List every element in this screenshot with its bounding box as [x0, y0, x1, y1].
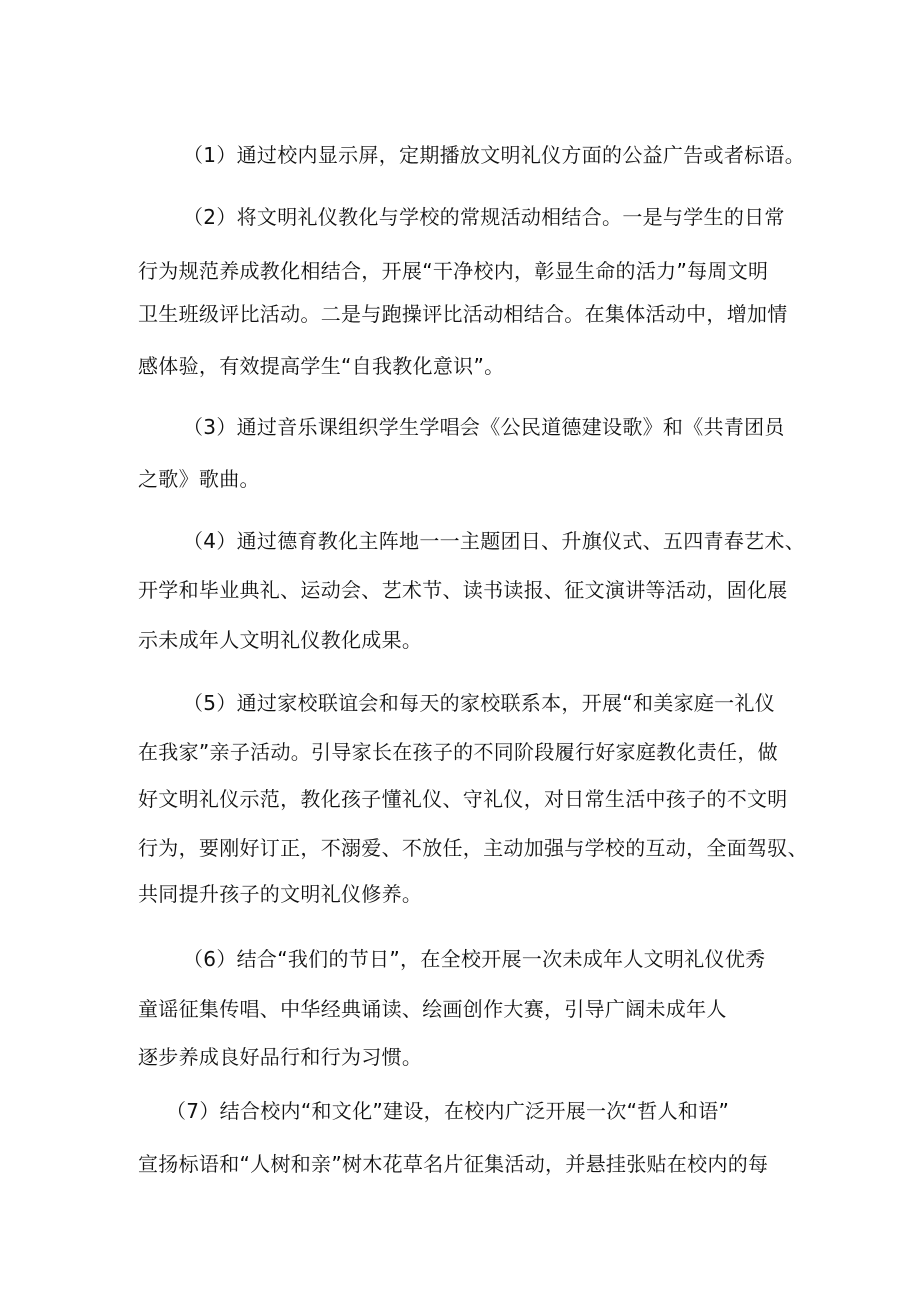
paragraph-6-line-1: （6）结合“我们的节日”，在全校开展一次未成年人文明礼仪优秀 — [183, 947, 766, 971]
paragraph-6-line-2: 童谣征集传唱、中华经典诵读、绘画创作大赛，引导广阔未成年人 — [138, 997, 727, 1021]
paragraph-2-line-4: 感体验，有效提高学生“自我教化意识”。 — [138, 354, 505, 378]
paragraph-5-line-5: 共同提升孩子的文明礼仪修养。 — [138, 882, 423, 906]
paragraph-1-line-1: （1）通过校内显示屏，定期播放文明礼仪方面的公益广告或者标语。 — [183, 143, 806, 167]
paragraph-2-line-3: 卫生班级评比活动。二是与跑操评比活动相结合。在集体活动中，增加情 — [138, 302, 788, 326]
paragraph-5-line-4: 行为，要刚好订正，不溺爱、不放任，主动加强与学校的互动，全面驾驭、 — [138, 836, 808, 860]
paragraph-6-line-3: 逐步养成良好品行和行为习惯。 — [138, 1045, 423, 1069]
paragraph-5-line-1: （5）通过家校联谊会和每天的家校联系本，开展“和美家庭一礼仪 — [183, 691, 776, 715]
paragraph-3-line-1: （3）通过音乐课组织学生学唱会《公民道德建设歌》和《共青团员 — [183, 415, 785, 439]
paragraph-7-line-1: （7）结合校内“和文化”建设，在校内广泛开展一次“哲人和语” — [166, 1099, 730, 1123]
paragraph-4-line-2: 开学和毕业典礼、运动会、艺术节、读书读报、征文演讲等活动，固化展 — [138, 578, 788, 602]
paragraph-2-line-1: （2）将文明礼仪教化与学校的常规活动相结合。一是与学生的日常 — [183, 205, 785, 229]
paragraph-3-line-2: 之歌》歌曲。 — [138, 467, 260, 491]
paragraph-4-line-3: 示未成年人文明礼仪教化成果。 — [138, 628, 423, 652]
paragraph-7-line-2: 宣扬标语和“人树和亲”树木花草名片征集活动，并悬挂张贴在校内的每 — [138, 1152, 769, 1176]
paragraph-2-line-2: 行为规范养成教化相结合，开展“干净校内，彰显生命的活力”每周文明 — [138, 259, 769, 283]
paragraph-5-line-3: 好文明礼仪示范，教化孩子懂礼仪、守礼仪，对日常生活中孩子的不文明 — [138, 787, 788, 811]
paragraph-5-line-2: 在我家”亲子活动。引导家长在孩子的不同阶段履行好家庭教化责任，做 — [138, 740, 778, 764]
paragraph-4-line-1: （4）通过德育教化主阵地一一主题团日、升旗仪式、五四青春艺术、 — [183, 529, 806, 553]
